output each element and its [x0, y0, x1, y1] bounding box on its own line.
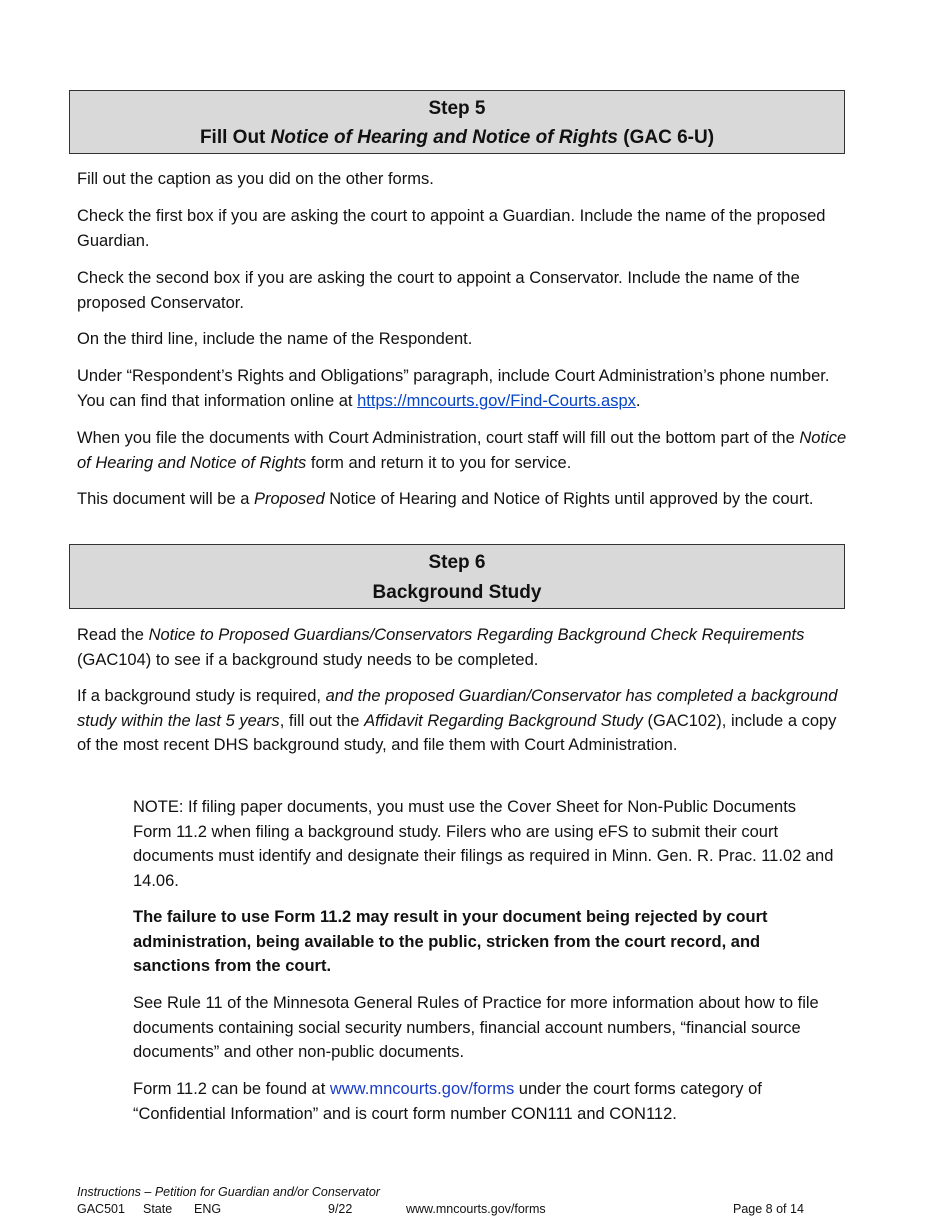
footer-language: ENG	[194, 1202, 222, 1216]
footer-state: State	[143, 1202, 173, 1216]
step6-title: Step 6	[428, 552, 486, 573]
step6-paragraph-read: Read the Notice to Proposed Guardians/Conservators Regarding Background Check Requirements (GAC104) to see if a background study needs to be completed.	[77, 626, 805, 669]
form-location-paragraph: Form 11.2 can be found at www.mncourts.gov/forms under the court forms category of “Confidential Information” and is court form number CON111 and CON112.	[133, 1080, 762, 1123]
step5-paragraph-caption: Fill out the caption as you did on the other forms.	[77, 170, 434, 188]
footer	[77, 1184, 817, 1218]
footer-meta	[77, 1201, 817, 1218]
footer-form-code: GAC501	[77, 1202, 125, 1216]
step6-subtitle: Background Study	[372, 582, 542, 603]
footer-url: www.mncourts.gov/forms	[406, 1202, 546, 1216]
note-paragraph: NOTE: If filing paper documents, you must use the Cover Sheet for Non-Public Documents Form 11.2 when filing a background study. Filers who are using eFS to submit their court documents must identify and designate their filings as required in Minn. Gen. R. Prac. 11.02 and 14.06.	[133, 798, 834, 890]
step5-paragraph-guardian: Check the first box if you are asking the court to appoint a Guardian. Include the name of the proposed Guardian.	[77, 207, 826, 250]
rule11-paragraph: See Rule 11 of the Minnesota General Rules of Practice for more information about how to file documents containing social security numbers, financial account numbers, “financial source documents” and other non-public documents.	[133, 994, 819, 1061]
step6-header	[69, 544, 845, 609]
step5-title: Step 5	[428, 98, 486, 119]
footer-page-number: Page 8 of 14	[733, 1202, 804, 1216]
find-courts-link[interactable]: https://mncourts.gov/Find-Courts.aspx	[357, 391, 636, 410]
footer-title: Instructions – Petition for Guardian and/or Conservator	[77, 1185, 380, 1199]
step5-paragraph-conservator: Check the second box if you are asking the court to appoint a Conservator. Include the name of the proposed Conservator.	[77, 269, 800, 312]
step5-paragraph-file: When you file the documents with Court Administration, court staff will fill out the bottom part of the Notice of Hearing and Notice of Rights form and return it to you for service.	[77, 429, 847, 472]
step5-subtitle: Fill Out Notice of Hearing and Notice of Rights (GAC 6-U)	[199, 127, 715, 148]
step5-paragraph-rights: Under “Respondent’s Rights and Obligations” paragraph, include Court Administration’s phone number. You can find that information online at https://mncourts.gov/Find-Courts.aspx.	[77, 367, 830, 410]
warning-paragraph: The failure to use Form 11.2 may result in your document being rejected by court administration, being available to the public, stricken from the court record, and sanctions from the court.	[133, 908, 768, 975]
step5-paragraph-proposed: This document will be a Proposed Notice of Hearing and Notice of Rights until approved by the court.	[77, 490, 814, 508]
step6-paragraph-required: If a background study is required, and the proposed Guardian/Conservator has completed a background study within the last 5 years, fill out the Affidavit Regarding Background Study (GAC102), include a copy of the most recent DHS background study, and file them with Court Administration.	[77, 687, 838, 754]
footer-date: 9/22	[328, 1202, 353, 1216]
forms-link[interactable]: www.mncourts.gov/forms	[329, 1080, 515, 1098]
step5-paragraph-respondent: On the third line, include the name of the Respondent.	[77, 330, 473, 348]
step5-header	[69, 90, 845, 154]
